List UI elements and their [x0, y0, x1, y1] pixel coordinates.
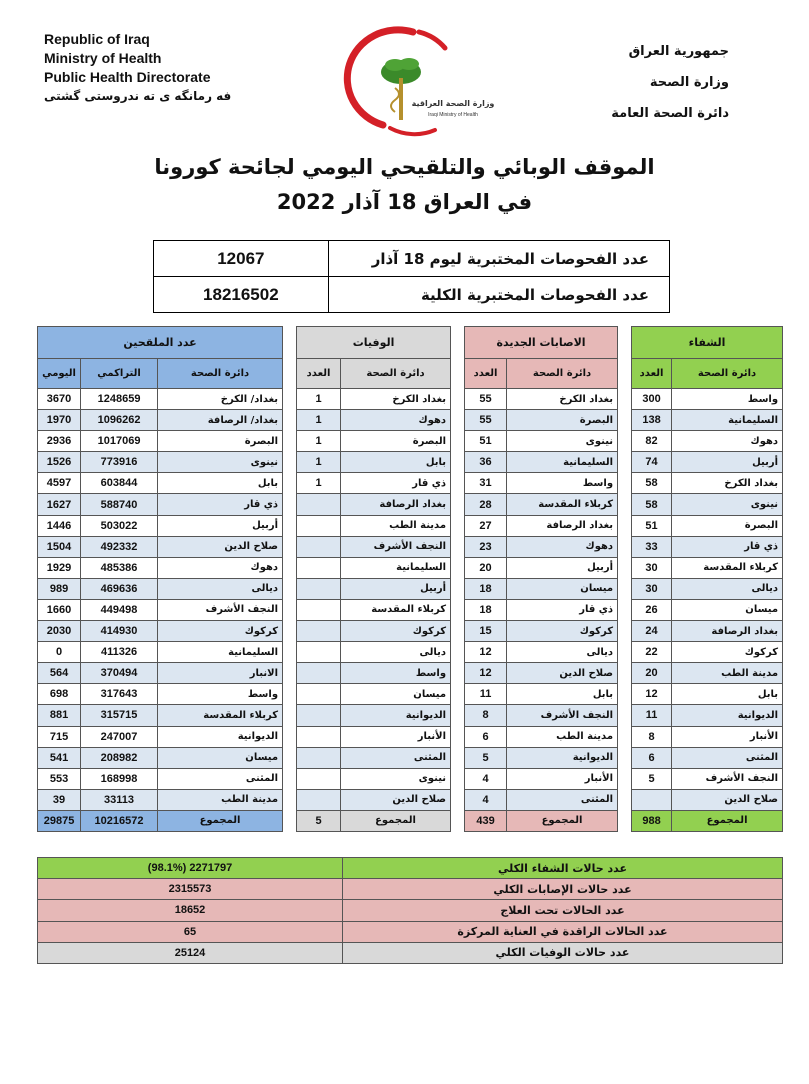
sub-header-row — [38, 359, 783, 389]
deaths-count — [297, 557, 341, 578]
column-header-daily: اليومي — [38, 359, 81, 389]
recovered-dept: مدينة الطب — [672, 663, 783, 684]
deaths-count: 1 — [297, 473, 341, 494]
deaths-dept: ذي قار — [341, 473, 451, 494]
new-cases-count: 55 — [465, 410, 507, 431]
new-cases-count: 12 — [465, 642, 507, 663]
lab-tests-table — [153, 240, 670, 313]
english-header-line: Republic of Iraq — [44, 31, 150, 47]
vaccinated-dept: السليمانية — [158, 642, 283, 663]
table-row — [38, 621, 783, 642]
deaths-dept: السليمانية — [341, 557, 451, 578]
new-cases-group-header: الاصابات الجديدة — [465, 327, 618, 359]
table-row — [38, 747, 783, 768]
deaths-count — [297, 578, 341, 599]
summary-value: 2271797 (98.1%) — [38, 858, 343, 879]
new-cases-count: 4 — [465, 789, 507, 810]
deaths-count — [297, 642, 341, 663]
table-row — [38, 684, 783, 705]
summary-label: عدد حالات الوفيات الكلي — [343, 942, 783, 963]
new-cases-count: 12 — [465, 663, 507, 684]
vaccinated-dept: ميسان — [158, 747, 283, 768]
recovered-dept: نينوى — [672, 494, 783, 515]
column-header-cumulative: التراكمي — [81, 359, 158, 389]
vaccinated-cumulative: 414930 — [81, 621, 158, 642]
deaths-count — [297, 747, 341, 768]
daily-stats-table — [37, 326, 783, 832]
new-cases-count: 4 — [465, 768, 507, 789]
vaccinated-group-header: عدد الملقحين — [38, 327, 283, 359]
vaccinated-cumulative: 168998 — [81, 768, 158, 789]
recovered-dept: بغداد الرصافة — [672, 621, 783, 642]
recovered-dept: دهوك — [672, 431, 783, 452]
vaccinated-dept: مدينة الطب — [158, 789, 283, 810]
deaths-count — [297, 621, 341, 642]
deaths-count — [297, 663, 341, 684]
deaths-dept: بغداد الرصافة — [341, 494, 451, 515]
new-cases-count: 18 — [465, 578, 507, 599]
recovered-count: 58 — [632, 473, 672, 494]
deaths-dept: ميسان — [341, 684, 451, 705]
kurdish-header-line: فه رمانگه ی ته ندروستی گشتی — [44, 89, 232, 103]
new-cases-count: 20 — [465, 557, 507, 578]
table-row — [38, 557, 783, 578]
recovered-count: 74 — [632, 452, 672, 473]
vaccinated-cumulative-total: 10216572 — [81, 810, 158, 831]
table-row — [38, 473, 783, 494]
new-cases-dept: ميسان — [507, 578, 618, 599]
vaccinated-daily: 715 — [38, 726, 81, 747]
vaccinated-cumulative: 1017069 — [81, 431, 158, 452]
new-cases-count: 36 — [465, 452, 507, 473]
recovered-count: 24 — [632, 621, 672, 642]
vaccinated-daily: 1446 — [38, 515, 81, 536]
vaccinated-dept: البصرة — [158, 431, 283, 452]
deaths-dept: مدينة الطب — [341, 515, 451, 536]
column-header-count: العدد — [465, 359, 507, 389]
new-cases-dept: صلاح الدين — [507, 663, 618, 684]
deaths-dept: كربلاء المقدسة — [341, 599, 451, 620]
new-cases-count: 27 — [465, 515, 507, 536]
vaccinated-dept: واسط — [158, 684, 283, 705]
vaccinated-dept: الانبار — [158, 663, 283, 684]
vaccinated-dept: نينوى — [158, 452, 283, 473]
deaths-count: 1 — [297, 431, 341, 452]
new-cases-dept: ديالى — [507, 642, 618, 663]
deaths-count — [297, 536, 341, 557]
recovered-dept: ميسان — [672, 599, 783, 620]
new-cases-dept: أربيل — [507, 557, 618, 578]
new-cases-dept: بغداد الرصافة — [507, 515, 618, 536]
vaccinated-cumulative: 411326 — [81, 642, 158, 663]
deaths-dept: صلاح الدين — [341, 789, 451, 810]
totals-label: المجموع — [158, 810, 283, 831]
new-cases-dept: بابل — [507, 684, 618, 705]
recovered-dept: كركوك — [672, 642, 783, 663]
vaccinated-cumulative: 247007 — [81, 726, 158, 747]
new-cases-dept: النجف الأشرف — [507, 705, 618, 726]
table-row — [38, 431, 783, 452]
vaccinated-cumulative: 449498 — [81, 599, 158, 620]
recovered-count: 26 — [632, 599, 672, 620]
arabic-header — [509, 36, 729, 129]
vaccinated-cumulative: 485386 — [81, 557, 158, 578]
table-row — [38, 410, 783, 431]
recovered-dept: الأنبار — [672, 726, 783, 747]
new-cases-dept: دهوك — [507, 536, 618, 557]
totals-row — [38, 810, 783, 831]
vaccinated-daily: 1660 — [38, 599, 81, 620]
table-row — [38, 452, 783, 473]
vaccinated-daily: 881 — [38, 705, 81, 726]
vaccinated-daily: 553 — [38, 768, 81, 789]
recovered-dept: السليمانية — [672, 410, 783, 431]
vaccinated-cumulative: 370494 — [81, 663, 158, 684]
summary-value: 18652 — [38, 900, 343, 921]
recovered-dept: الديوانية — [672, 705, 783, 726]
new-cases-count: 23 — [465, 536, 507, 557]
recovered-count: 30 — [632, 578, 672, 599]
vaccinated-dept: دهوك — [158, 557, 283, 578]
vaccinated-daily-total: 29875 — [38, 810, 81, 831]
report-title: الموقف الوبائي والتلقيحي اليومي لجائحة كورونا — [154, 155, 655, 179]
recovered-count: 11 — [632, 705, 672, 726]
summary-row — [38, 942, 783, 963]
vaccinated-daily: 1627 — [38, 494, 81, 515]
column-header-count: العدد — [632, 359, 672, 389]
vaccinated-cumulative: 1248659 — [81, 389, 158, 410]
recovered-dept: بابل — [672, 684, 783, 705]
recovered-count: 30 — [632, 557, 672, 578]
total-tests-value: 18216502 — [154, 277, 329, 313]
vaccinated-dept: ديالى — [158, 578, 283, 599]
recovered-count: 51 — [632, 515, 672, 536]
summary-row — [38, 858, 783, 879]
recovered-dept: ذي قار — [672, 536, 783, 557]
daily-tests-value: 12067 — [154, 241, 329, 277]
vaccinated-cumulative: 469636 — [81, 578, 158, 599]
recovered-count: 82 — [632, 431, 672, 452]
deaths-total: 5 — [297, 810, 341, 831]
deaths-dept: أربيل — [341, 578, 451, 599]
recovered-count: 58 — [632, 494, 672, 515]
table-row — [38, 389, 783, 410]
deaths-count: 1 — [297, 389, 341, 410]
vaccinated-daily: 564 — [38, 663, 81, 684]
vaccinated-daily: 698 — [38, 684, 81, 705]
recovered-count: 12 — [632, 684, 672, 705]
recovered-count — [632, 789, 672, 810]
deaths-count — [297, 726, 341, 747]
recovered-dept: البصرة — [672, 515, 783, 536]
table-row — [38, 578, 783, 599]
summary-label: عدد حالات الشفاء الكلي — [343, 858, 783, 879]
vaccinated-dept: صلاح الدين — [158, 536, 283, 557]
deaths-dept: دهوك — [341, 410, 451, 431]
recovered-count: 22 — [632, 642, 672, 663]
recovered-count: 8 — [632, 726, 672, 747]
deaths-count — [297, 494, 341, 515]
column-header-count: العدد — [297, 359, 341, 389]
new-cases-count: 8 — [465, 705, 507, 726]
table-row — [38, 768, 783, 789]
summary-label: عدد الحالات الراقدة في العناية المركزة — [343, 921, 783, 942]
new-cases-dept: مدينة الطب — [507, 726, 618, 747]
vaccinated-dept: المثنى — [158, 768, 283, 789]
deaths-dept: المثنى — [341, 747, 451, 768]
deaths-group-header: الوفيات — [297, 327, 451, 359]
summary-value: 65 — [38, 921, 343, 942]
recovered-dept: كربلاء المقدسة — [672, 557, 783, 578]
vaccinated-daily: 541 — [38, 747, 81, 768]
deaths-dept: بابل — [341, 452, 451, 473]
deaths-count — [297, 515, 341, 536]
total-tests-row — [154, 277, 670, 313]
new-cases-dept: المثنى — [507, 789, 618, 810]
arabic-header-line: وزارة الصحة — [649, 75, 729, 90]
vaccinated-daily: 1526 — [38, 452, 81, 473]
new-cases-dept: السليمانية — [507, 452, 618, 473]
recovered-dept: أربيل — [672, 452, 783, 473]
new-cases-count: 51 — [465, 431, 507, 452]
vaccinated-cumulative: 773916 — [81, 452, 158, 473]
arabic-header-line: دائرة الصحة العامة — [611, 106, 729, 121]
recovered-count: 20 — [632, 663, 672, 684]
total-tests-label: عدد الفحوصات المختبرية الكلية — [328, 277, 669, 313]
totals-label: المجموع — [341, 810, 451, 831]
vaccinated-dept: كربلاء المقدسة — [158, 705, 283, 726]
vaccinated-cumulative: 33113 — [81, 789, 158, 810]
summary-row — [38, 921, 783, 942]
vaccinated-daily: 989 — [38, 578, 81, 599]
vaccinated-cumulative: 1096262 — [81, 410, 158, 431]
deaths-count — [297, 789, 341, 810]
column-header-dept: دائرة الصحة — [672, 359, 783, 389]
vaccinated-cumulative: 588740 — [81, 494, 158, 515]
new-cases-dept: الديوانية — [507, 747, 618, 768]
summary-value: 2315573 — [38, 879, 343, 900]
vaccinated-dept: الديوانية — [158, 726, 283, 747]
recovered-dept: بغداد الكرخ — [672, 473, 783, 494]
table-row — [38, 663, 783, 684]
new-cases-count: 5 — [465, 747, 507, 768]
vaccinated-cumulative: 317643 — [81, 684, 158, 705]
recovered-dept: المثنى — [672, 747, 783, 768]
summary-value: 25124 — [38, 942, 343, 963]
table-row — [38, 599, 783, 620]
vaccinated-dept: النجف الأشرف — [158, 599, 283, 620]
vaccinated-cumulative: 492332 — [81, 536, 158, 557]
summary-table — [37, 857, 783, 964]
vaccinated-daily: 1970 — [38, 410, 81, 431]
totals-label: المجموع — [672, 810, 783, 831]
recovered-group-header: الشفاء — [632, 327, 783, 359]
arabic-header-line: جمهورية العراق — [628, 44, 729, 59]
new-cases-dept: واسط — [507, 473, 618, 494]
logo-subtext: Iraqi Ministry of Health — [428, 112, 478, 118]
vaccinated-cumulative: 315715 — [81, 705, 158, 726]
vaccinated-cumulative: 603844 — [81, 473, 158, 494]
english-header-line: Public Health Directorate — [44, 69, 211, 85]
vaccinated-dept: أربيل — [158, 515, 283, 536]
deaths-dept: بغداد الكرخ — [341, 389, 451, 410]
new-cases-dept: بغداد الكرخ — [507, 389, 618, 410]
vaccinated-dept: بغداد/ الرصافة — [158, 410, 283, 431]
deaths-dept: النجف الأشرف — [341, 536, 451, 557]
totals-label: المجموع — [507, 810, 618, 831]
new-cases-total: 439 — [465, 810, 507, 831]
vaccinated-cumulative: 208982 — [81, 747, 158, 768]
table-row — [38, 642, 783, 663]
new-cases-count: 11 — [465, 684, 507, 705]
summary-row — [38, 879, 783, 900]
recovered-dept: النجف الأشرف — [672, 768, 783, 789]
vaccinated-dept: ذي قار — [158, 494, 283, 515]
report-date: في العراق 18 آذار 2022 — [276, 190, 533, 214]
new-cases-dept: ذي قار — [507, 599, 618, 620]
new-cases-dept: نينوى — [507, 431, 618, 452]
english-header — [44, 30, 254, 106]
new-cases-dept: كربلاء المقدسة — [507, 494, 618, 515]
daily-tests-row — [154, 241, 670, 277]
recovered-count: 33 — [632, 536, 672, 557]
vaccinated-cumulative: 503022 — [81, 515, 158, 536]
deaths-count — [297, 599, 341, 620]
vaccinated-daily: 4597 — [38, 473, 81, 494]
logo-text: وزارة الصحة العراقية — [411, 99, 495, 108]
summary-label: عدد حالات الإصابات الكلي — [343, 879, 783, 900]
recovered-count: 6 — [632, 747, 672, 768]
vaccinated-daily: 39 — [38, 789, 81, 810]
new-cases-count: 18 — [465, 599, 507, 620]
new-cases-dept: الأنبار — [507, 768, 618, 789]
summary-label: عدد الحالات تحت العلاج — [343, 900, 783, 921]
vaccinated-daily: 0 — [38, 642, 81, 663]
recovered-count: 5 — [632, 768, 672, 789]
deaths-count — [297, 768, 341, 789]
deaths-dept: الأنبار — [341, 726, 451, 747]
daily-tests-label: عدد الفحوصات المختبرية ليوم 18 آذار — [328, 241, 669, 277]
table-row — [38, 789, 783, 810]
recovered-total: 988 — [632, 810, 672, 831]
new-cases-dept: البصرة — [507, 410, 618, 431]
new-cases-count: 31 — [465, 473, 507, 494]
new-cases-count: 15 — [465, 621, 507, 642]
vaccinated-dept: كركوك — [158, 621, 283, 642]
table-row — [38, 515, 783, 536]
column-header-dept: دائرة الصحة — [341, 359, 451, 389]
new-cases-count: 6 — [465, 726, 507, 747]
vaccinated-daily: 1929 — [38, 557, 81, 578]
summary-row — [38, 900, 783, 921]
deaths-count — [297, 705, 341, 726]
deaths-dept: ديالى — [341, 642, 451, 663]
column-header-dept: دائرة الصحة — [158, 359, 283, 389]
recovered-dept: واسط — [672, 389, 783, 410]
recovered-dept: ديالى — [672, 578, 783, 599]
column-header-dept: دائرة الصحة — [507, 359, 618, 389]
new-cases-count: 28 — [465, 494, 507, 515]
vaccinated-dept: بغداد/ الكرخ — [158, 389, 283, 410]
recovered-dept: صلاح الدين — [672, 789, 783, 810]
table-row — [38, 494, 783, 515]
english-header-line: Ministry of Health — [44, 50, 162, 66]
deaths-count: 1 — [297, 410, 341, 431]
deaths-count: 1 — [297, 452, 341, 473]
table-row — [38, 726, 783, 747]
ministry-logo-icon — [335, 20, 495, 140]
vaccinated-daily: 2936 — [38, 431, 81, 452]
table-row — [38, 536, 783, 557]
recovered-count: 300 — [632, 389, 672, 410]
deaths-dept: الديوانية — [341, 705, 451, 726]
vaccinated-daily: 2030 — [38, 621, 81, 642]
deaths-dept: واسط — [341, 663, 451, 684]
vaccinated-daily: 1504 — [38, 536, 81, 557]
deaths-dept: كركوك — [341, 621, 451, 642]
deaths-count — [297, 684, 341, 705]
new-cases-count: 55 — [465, 389, 507, 410]
vaccinated-dept: بابل — [158, 473, 283, 494]
recovered-count: 138 — [632, 410, 672, 431]
deaths-dept: البصرة — [341, 431, 451, 452]
vaccinated-daily: 3670 — [38, 389, 81, 410]
group-header-row — [38, 327, 783, 359]
table-row — [38, 705, 783, 726]
new-cases-dept: كركوك — [507, 621, 618, 642]
ministry-logo — [335, 20, 495, 140]
deaths-dept: نينوى — [341, 768, 451, 789]
